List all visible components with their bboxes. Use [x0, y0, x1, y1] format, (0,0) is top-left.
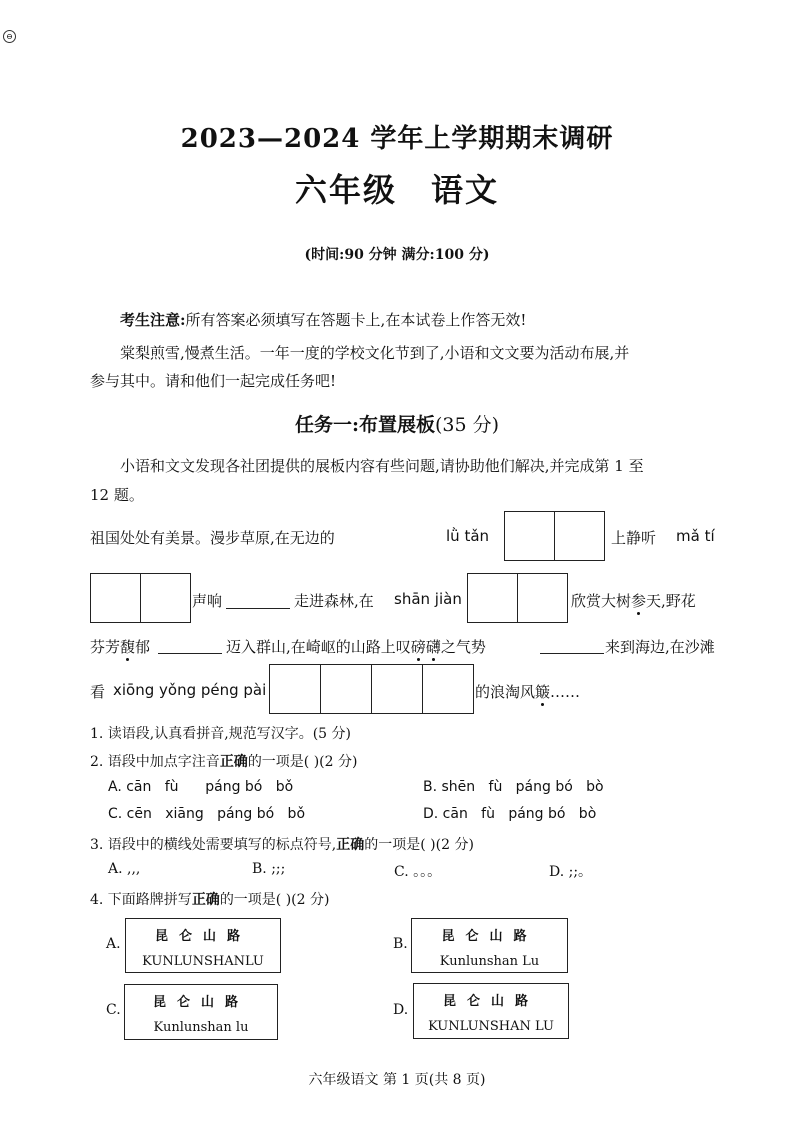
passage-text-6c: 郁 — [135, 638, 151, 656]
q2-emph: 正确 — [219, 754, 248, 770]
question-2 — [90, 751, 357, 771]
passage-text-10a: 的浪淘风 — [475, 683, 536, 701]
intro-line-2: 参与其中。请和他们一起完成任务吧! — [90, 372, 337, 390]
road-sign-d — [413, 983, 569, 1039]
passage-text-8: 来到海边,在沙滩 — [605, 638, 715, 656]
q4-option-d-letter: D. — [393, 1002, 409, 1018]
passage-text-7d: 之气势 — [440, 638, 486, 656]
road-sign-pinyin: KUNLUNSHAN LU — [428, 1019, 554, 1034]
question-3 — [90, 834, 474, 854]
page-footer: 六年级语文 第 1 页(共 8 页) — [308, 1072, 486, 1088]
passage-text-4: 走进森林,在 — [294, 592, 374, 610]
char-grid-3 — [467, 573, 568, 623]
pinyin-shanjian: shān jiàn — [394, 590, 462, 608]
exam-subtitle — [0, 165, 794, 211]
passage-text-5a: 欣赏大树 — [571, 592, 632, 610]
passage-text-6a: 芬芳 — [90, 638, 121, 656]
q2-option-b: B. shēn fù páng bó bò — [423, 779, 604, 795]
question-4 — [90, 889, 329, 909]
passage-text-9: 看 — [90, 683, 106, 701]
subject-label: 语文 — [431, 171, 500, 209]
dotted-char: 磅 — [410, 638, 426, 656]
pinyin-lvtan: lǜ tǎn — [446, 527, 490, 545]
char-grid-2 — [90, 573, 191, 623]
q3-option-b: B. ;;; — [252, 861, 286, 877]
q4-post: 的一项是( )(2 分) — [219, 892, 330, 908]
q2-option-c: C. cēn xiāng páng bó bǒ — [108, 806, 306, 822]
passage-text-5 — [571, 590, 696, 611]
task1-desc-line-2: 12 题。 — [90, 486, 144, 504]
q2-option-a: A. cān fù páng bó bǒ — [108, 779, 294, 795]
road-sign-b — [411, 918, 568, 973]
exam-meta: (时间:90 分钟 满分:100 分) — [304, 247, 490, 263]
intro-line-1: 棠梨煎雪,慢煮生活。一年一度的学校文化节到了,小语和文文要为活动布展,并 — [120, 344, 630, 362]
page-corner-mark: ⊖ — [3, 30, 16, 43]
dotted-char: 参 — [631, 592, 647, 610]
q3-post: 的一项是( )(2 分) — [364, 837, 474, 853]
q3-emph: 正确 — [336, 837, 365, 853]
char-cell — [270, 665, 321, 713]
road-sign-c — [124, 984, 278, 1040]
punct-blank-2 — [158, 653, 222, 654]
road-sign-a — [125, 918, 281, 973]
char-cell — [141, 574, 190, 622]
passage-text-7a: 迈入群山,在崎岖的山路上叹 — [226, 638, 411, 656]
q3-option-c: C. 。。。 — [394, 864, 442, 880]
passage-text-10 — [475, 681, 580, 702]
char-cell — [505, 512, 555, 560]
char-cell — [372, 665, 423, 713]
road-sign-chinese: 昆仑山路 — [154, 929, 251, 944]
road-sign-chinese: 昆仑山路 — [442, 994, 539, 1009]
task1-desc-line-1: 小语和文文发现各社团提供的展板内容有些问题,请协助他们解决,并完成第 1 至 — [120, 457, 644, 475]
exam-title: 2023—2024 学年上学期期末调研 — [180, 124, 614, 154]
notice-line — [120, 309, 526, 330]
char-grid-1 — [504, 511, 605, 561]
char-cell — [518, 574, 567, 622]
task1-title: 任务一:布置展板 — [294, 414, 435, 436]
dotted-char: 簸 — [535, 683, 551, 701]
question-1: 1. 读语段,认真看拼音,规范写汉字。(5 分) — [90, 726, 351, 742]
pinyin-xiongyong: xiōng yǒng péng pài — [113, 681, 267, 699]
passage-text-1: 祖国处处有美景。漫步草原,在无边的 — [90, 529, 335, 547]
passage-text-5c: 天,野花 — [646, 592, 696, 610]
notice-label: 考生注意: — [120, 311, 186, 329]
char-cell — [423, 665, 473, 713]
road-sign-pinyin: Kunlunshan lu — [153, 1020, 249, 1035]
q4-option-c-letter: C. — [106, 1002, 121, 1018]
dotted-char: 馥 — [120, 638, 136, 656]
notice-text: 所有答案必须填写在答题卡上,在本试卷上作答无效! — [185, 311, 527, 329]
task1-points: (35 分) — [434, 414, 500, 436]
grade-label: 六年级 — [294, 171, 397, 209]
q2-pre: 2. 语段中加点字注音 — [90, 754, 220, 770]
char-cell — [91, 574, 141, 622]
passage-text-6 — [90, 636, 150, 657]
q4-pre: 4. 下面路牌拼写 — [90, 892, 192, 908]
char-cell — [321, 665, 372, 713]
char-cell — [555, 512, 604, 560]
q4-option-b-letter: B. — [393, 936, 408, 952]
dotted-char: 礴 — [425, 638, 441, 656]
task1-heading — [0, 410, 794, 437]
q2-post: 的一项是( )(2 分) — [247, 754, 358, 770]
q3-option-d: D. ;;。 — [549, 864, 593, 880]
passage-text-10c: …… — [550, 683, 581, 701]
char-grid-4 — [269, 664, 474, 714]
char-cell — [468, 574, 518, 622]
passage-text-2: 上静听 — [611, 529, 657, 547]
punct-blank-1 — [226, 608, 290, 609]
road-sign-chinese: 昆仑山路 — [441, 929, 538, 944]
passage-text-7 — [226, 636, 486, 657]
road-sign-pinyin: KUNLUNSHANLU — [142, 954, 264, 969]
q3-option-a: A. ,,, — [108, 861, 141, 877]
punct-blank-3 — [540, 653, 604, 654]
q4-emph: 正确 — [191, 892, 220, 908]
q2-option-d: D. cān fù páng bó bò — [423, 806, 597, 822]
passage-text-3: 声响 — [192, 592, 223, 610]
q3-pre: 3. 语段中的横线处需要填写的标点符号, — [90, 837, 337, 853]
road-sign-pinyin: Kunlunshan Lu — [439, 954, 540, 969]
pinyin-mati: mǎ tí — [676, 527, 715, 545]
road-sign-chinese: 昆仑山路 — [152, 995, 249, 1010]
q4-option-a-letter: A. — [106, 936, 121, 952]
